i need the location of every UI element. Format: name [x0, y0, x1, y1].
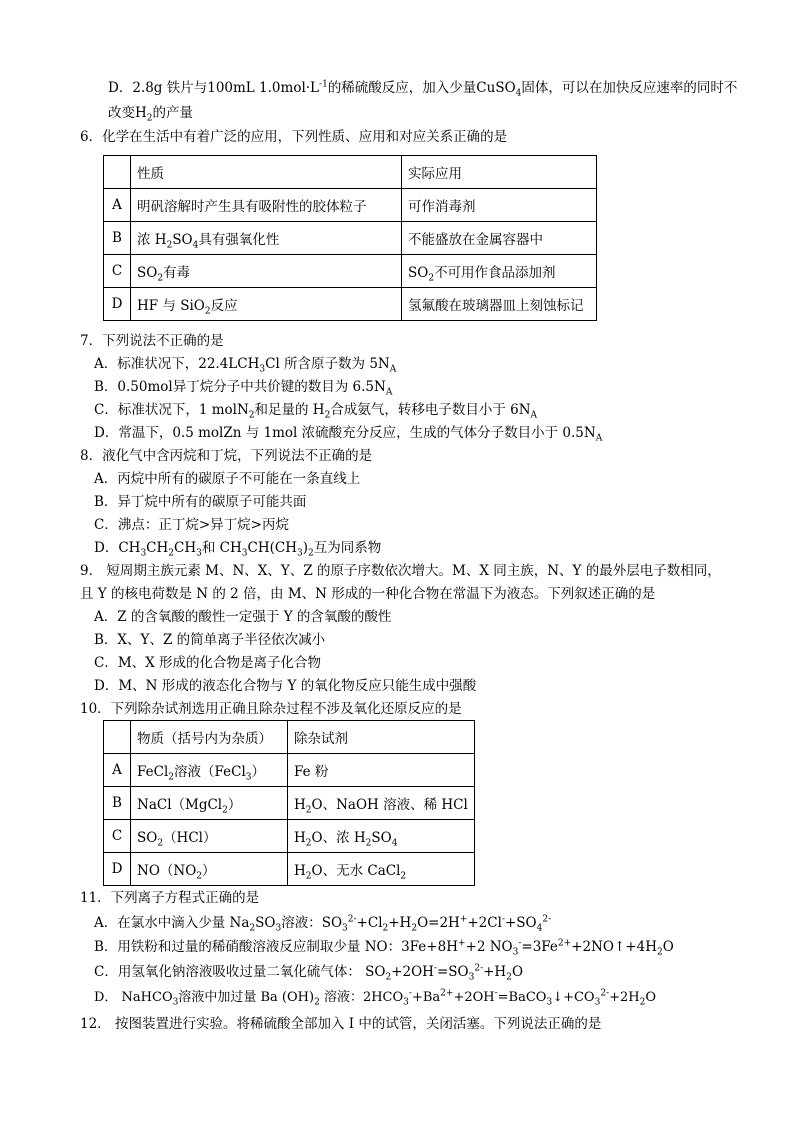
- subscript: 2: [385, 972, 392, 983]
- subscript: 2: [204, 306, 211, 317]
- table-cell: [288, 853, 475, 886]
- table-cell: [104, 721, 131, 754]
- subscript: 3: [594, 997, 601, 1008]
- subscript: 3: [512, 947, 519, 958]
- text: +H: [483, 964, 507, 980]
- text: +H: [388, 915, 412, 931]
- table-header-row: [104, 156, 597, 189]
- q7-option-a: [94, 354, 396, 374]
- subscript: 3: [546, 997, 553, 1008]
- table-row: [104, 787, 475, 820]
- table-header: 物质（括号内为杂质）: [131, 721, 288, 754]
- text: B．0.50mol异丁烷分子中共价键的数目为 6.5N: [94, 379, 386, 395]
- text: 和 CH: [201, 540, 242, 556]
- table-row: [104, 222, 597, 255]
- subscript: 2: [314, 997, 320, 1008]
- table-header-row: [104, 721, 475, 754]
- subscript: 2: [157, 273, 164, 284]
- subscript: 2: [166, 240, 173, 251]
- table-cell: 不能盛放在金属容器中: [402, 222, 597, 255]
- text: ）: [251, 764, 265, 780]
- text: SO: [408, 265, 429, 281]
- text: CH(CH: [247, 540, 297, 556]
- text: 的产量: [152, 105, 194, 121]
- table-cell: [288, 787, 475, 820]
- text: 溶液：SO: [281, 915, 343, 931]
- q8-option-c: C．沸点：正丁烷>异丁烷>丙烷: [94, 517, 289, 533]
- subscript: 4: [536, 923, 543, 934]
- text: 的稀硫酸反应，加入少量CuSO: [327, 80, 516, 96]
- subscript: 3: [196, 548, 202, 559]
- text: 和足量的 H: [254, 402, 325, 418]
- text: CH: [174, 540, 197, 556]
- text: CH: [146, 540, 169, 556]
- table-header: 除杂试剂: [288, 721, 475, 754]
- table-cell: [131, 255, 402, 288]
- superscript: +: [459, 914, 468, 925]
- subscript: 2: [196, 871, 202, 882]
- table-cell: 明矾溶解时产生具有吸附性的胶体粒子: [131, 189, 402, 222]
- q11-option-c: [94, 962, 523, 982]
- table-row: [104, 189, 597, 222]
- q5-option-d-line1: [108, 78, 737, 98]
- subscript: 2: [248, 410, 255, 421]
- text: A．标准状况下，22.4LCH: [94, 356, 260, 372]
- superscript: 2+: [557, 938, 572, 949]
- subscript: 2: [382, 923, 389, 934]
- text: +2OH: [391, 964, 434, 980]
- subscript: 2: [428, 273, 435, 284]
- subscript: 3: [245, 772, 252, 783]
- table-row: [104, 853, 475, 886]
- q11-option-a: [94, 913, 551, 933]
- text: +2Cl: [467, 915, 502, 931]
- text: H: [294, 830, 306, 846]
- subscript: A: [385, 387, 393, 398]
- table-cell: 氢氟酸在玻璃器皿上刻蚀标记: [402, 288, 597, 321]
- q8-option-d: [94, 538, 381, 558]
- text: SO: [137, 830, 158, 846]
- table-row: [104, 754, 475, 787]
- q9-stem-line2: 且 Y 的核电荷数是 N 的 2 倍，由 M、N 形成的一种化合物在常温下为液态。下列叙述正确的是: [80, 586, 656, 602]
- text: HF 与 SiO: [137, 298, 205, 314]
- text: B．用铁粉和过量的稀硝酸溶液反应制取少量 NO：3Fe+8H: [94, 939, 458, 955]
- subscript: 2: [324, 410, 331, 421]
- text: 溶液中加过量 Ba (OH): [178, 990, 315, 1005]
- subscript: 2: [168, 772, 174, 783]
- text: ): [302, 540, 308, 556]
- q7-option-c: [94, 400, 537, 420]
- text: C．标准状况下，1 molN: [94, 402, 249, 418]
- table-cell: [131, 853, 288, 886]
- superscript: -: [518, 938, 522, 949]
- superscript: 2+: [440, 988, 454, 999]
- text: =SO: [436, 964, 469, 980]
- text: O、无水 CaCl: [311, 863, 401, 879]
- subscript: 2: [146, 113, 153, 124]
- subscript: 3: [468, 972, 475, 983]
- text: O: [645, 990, 657, 1005]
- subscript: 4: [515, 88, 522, 99]
- superscript: 2-: [474, 963, 484, 974]
- text: H: [294, 863, 306, 879]
- table-row: [104, 288, 597, 321]
- superscript: +: [457, 938, 466, 949]
- subscript: 4: [391, 838, 398, 849]
- superscript: 2-: [542, 914, 552, 925]
- subscript: 2: [305, 805, 312, 816]
- text: SO: [371, 830, 392, 846]
- text: ）: [202, 863, 216, 879]
- subscript: 3: [403, 997, 409, 1008]
- q9-option-b: B．X、Y、Z 的简单离子半径依次减小: [94, 632, 326, 648]
- text: SO: [172, 232, 193, 248]
- superscript: -: [501, 914, 505, 925]
- subscript: 3: [275, 923, 282, 934]
- subscript: 2: [249, 923, 256, 934]
- subscript: 2: [168, 548, 175, 559]
- table-cell: [131, 754, 288, 787]
- q11-stem: 11．下列离子方程式正确的是: [80, 890, 260, 906]
- text: ↓+CO: [552, 990, 595, 1005]
- text: 改变H: [108, 105, 147, 121]
- q11-option-b: [94, 937, 674, 957]
- subscript: 2: [222, 805, 228, 816]
- table-cell: [104, 156, 131, 189]
- subscript: 2: [305, 871, 312, 882]
- q8-option-a: A．丙烷中所有的碳原子不可能在一条直线上: [94, 471, 361, 487]
- subscript: 2: [305, 838, 312, 849]
- subscript: 3: [342, 923, 348, 934]
- subscript: 2: [308, 548, 314, 559]
- q9-stem-line1: 9． 短周期主族元素 M、N、X、Y、Z 的原子序数依次增大。M、X 同主族，N、Y 的最外层电子数相同，: [80, 563, 721, 579]
- table-cell: 可作消毒剂: [402, 189, 597, 222]
- text: O、NaOH 溶液、稀 HCl: [311, 797, 468, 813]
- q6-table: [103, 155, 597, 321]
- row-key: C: [104, 255, 131, 288]
- subscript: 3: [296, 548, 303, 559]
- text: 互为同系物: [313, 540, 382, 556]
- subscript: A: [389, 364, 397, 375]
- text: H: [294, 797, 306, 813]
- text: 具有强氧化性: [198, 232, 280, 248]
- superscript: 2-: [600, 988, 610, 999]
- row-key: B: [104, 787, 131, 820]
- text: 反应: [210, 298, 238, 314]
- text: Cl 所含原子数为 5N: [265, 356, 390, 372]
- q11-option-d: [94, 988, 656, 1008]
- subscript: 2: [411, 923, 418, 934]
- subscript: 2: [656, 947, 663, 958]
- table-cell: Fe 粉: [288, 754, 475, 787]
- text: 溶液：2HCO: [319, 990, 404, 1005]
- q7-option-d: [94, 423, 602, 443]
- text: +2OH: [453, 990, 495, 1005]
- text: D．CH: [94, 540, 141, 556]
- text: NaCl（MgCl: [137, 797, 223, 813]
- text: O=2H: [417, 915, 460, 931]
- table-row: [104, 255, 597, 288]
- q10-stem: 10．下列除杂试剂选用正确且除杂过程不涉及氧化还原反应的是: [80, 701, 462, 717]
- text: +SO: [504, 915, 537, 931]
- text: +2NO↑+4H: [571, 939, 657, 955]
- text: O、浓 H: [311, 830, 366, 846]
- text: 不可用作食品添加剂: [434, 265, 556, 281]
- superscript: -: [494, 988, 498, 999]
- text: +Cl: [356, 915, 383, 931]
- text: A．在氯水中滴入少量 Na: [94, 915, 250, 931]
- q7-stem: 7．下列说法不正确的是: [80, 333, 224, 349]
- q5-option-d-line2: [108, 103, 193, 123]
- superscript: -: [408, 988, 412, 999]
- subscript: 3: [172, 997, 179, 1008]
- superscript: 2-: [347, 914, 357, 925]
- table-cell: [131, 820, 288, 853]
- q6-stem: 6．化学在生活中有着广泛的应用，下列性质、应用和对应关系正确的是: [80, 129, 508, 145]
- text: C．用氢氧化钠溶液吸收过量二氧化硫气体： SO: [94, 964, 386, 980]
- table-header: 实际应用: [402, 156, 597, 189]
- subscript: 3: [140, 548, 147, 559]
- table-cell: [131, 288, 402, 321]
- subscript: 3: [259, 364, 266, 375]
- subscript: 3: [241, 548, 248, 559]
- table-row: [104, 820, 475, 853]
- q9-option-a: A．Z 的含氧酸的酸性一定强于 Y 的含氧酸的酸性: [94, 609, 392, 625]
- text: D． NaHCO: [94, 990, 173, 1005]
- q8-stem: 8．液化气中含丙烷和丁烷，下列说法不正确的是: [80, 448, 373, 464]
- subscript: A: [595, 433, 603, 444]
- subscript: 2: [365, 838, 372, 849]
- text: ）: [227, 797, 242, 813]
- row-key: A: [104, 754, 131, 787]
- text: 溶液（FeCl: [174, 764, 246, 780]
- text: 有毒: [163, 265, 191, 281]
- subscript: 2: [157, 838, 164, 849]
- text: （HCl）: [163, 830, 217, 846]
- subscript: 4: [192, 240, 199, 251]
- superscript: -: [433, 963, 437, 974]
- q9-option-d: D．M、N 形成的液态化合物与 Y 的氧化物反应只能生成中强酸: [94, 678, 477, 694]
- table-cell: [131, 787, 288, 820]
- table-cell: [131, 222, 402, 255]
- text: O: [511, 964, 524, 980]
- table-cell: [402, 255, 597, 288]
- q8-option-b: B．异丁烷中所有的碳原子可能共面: [94, 494, 307, 510]
- text: +Ba: [411, 990, 441, 1005]
- text: NO（NO: [137, 863, 197, 879]
- text: =BaCO: [497, 990, 547, 1005]
- text: +2H: [609, 990, 640, 1005]
- row-key: D: [104, 288, 131, 321]
- row-key: D: [104, 853, 131, 886]
- subscript: A: [530, 410, 538, 421]
- subscript: 2: [506, 972, 512, 983]
- q9-option-c: C．M、X 形成的化合物是离子化合物: [94, 655, 322, 671]
- text: D．常温下，0.5 molZn 与 1mol 浓硫酸充分反应，生成的气体分子数目小于 0.5N: [94, 425, 596, 441]
- row-key: A: [104, 189, 131, 222]
- text: D．2.8g 铁片与100mL 1.0mol·L: [108, 80, 320, 96]
- text: FeCl: [137, 764, 169, 780]
- q10-table: [103, 720, 475, 886]
- text: =3Fe: [521, 939, 558, 955]
- row-key: B: [104, 222, 131, 255]
- table-header: 性质: [131, 156, 402, 189]
- table-cell: [288, 820, 475, 853]
- text: 浓 H: [137, 232, 167, 248]
- text: O: [662, 939, 674, 955]
- superscript: -1: [319, 79, 328, 90]
- subscript: 2: [400, 871, 407, 882]
- subscript: 2: [639, 997, 646, 1008]
- text: SO: [255, 915, 276, 931]
- q12-stem: 12． 按图装置进行实验。将稀硫酸全部加入 I 中的试管，关闭活塞。下列说法正确的是: [80, 1016, 602, 1032]
- q7-option-b: [94, 377, 392, 397]
- text: 合成氨气，转移电子数目小于 6N: [330, 402, 531, 418]
- text: SO: [137, 265, 158, 281]
- text: 固体，可以在加快反应速率的同时不: [521, 80, 738, 96]
- text: +2 NO: [465, 939, 513, 955]
- row-key: C: [104, 820, 131, 853]
